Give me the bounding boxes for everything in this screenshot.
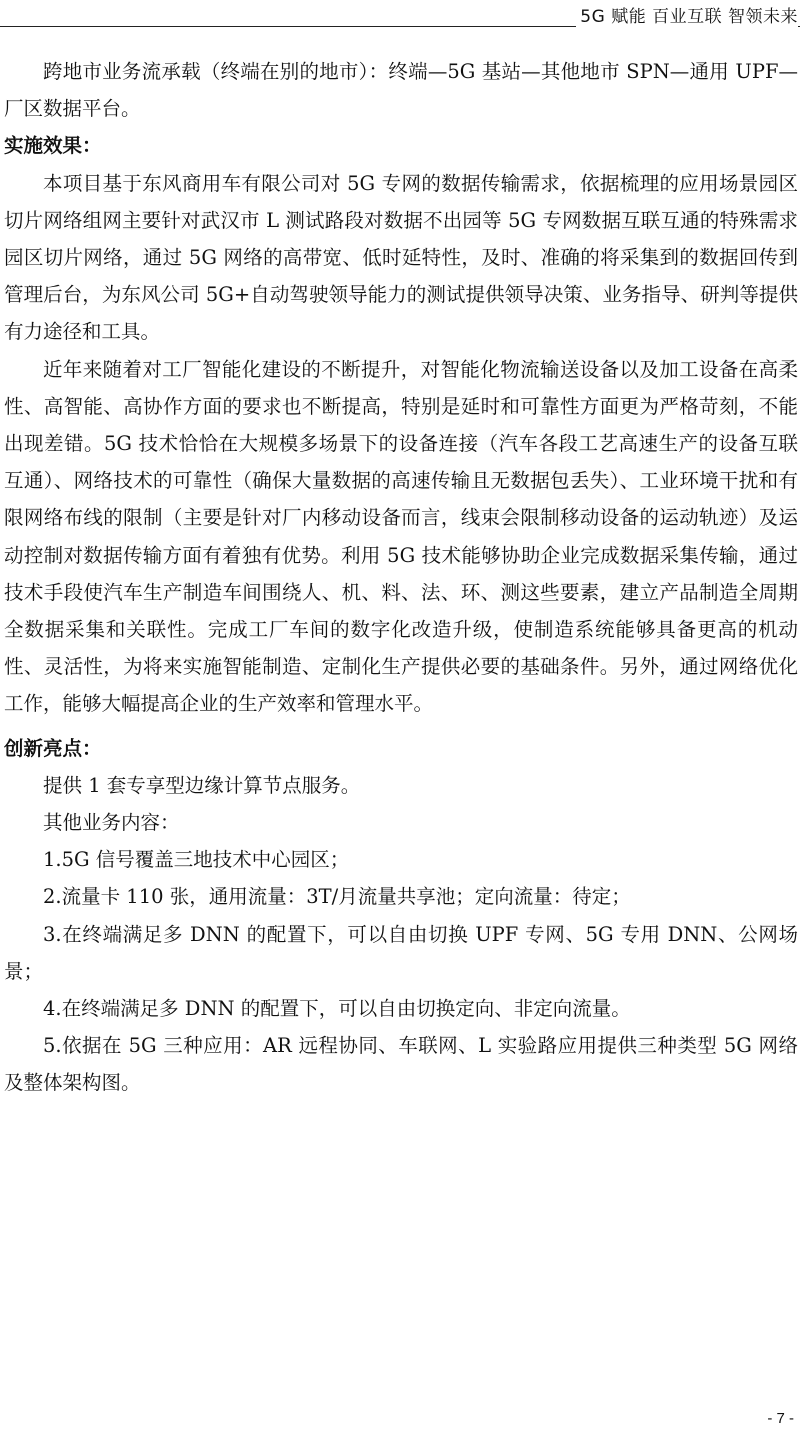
document-body	[4, 53, 798, 1102]
header-title: 5G 赋能 百业互联 智领未来	[576, 2, 798, 27]
page-number: - 7 -	[767, 1410, 794, 1427]
effect-paragraph-1: 本项目基于东风商用车有限公司对 5G 专网的数据传输需求，依据梳理的应用场景园区切片网络组网主要针对武汉市 L 测试路段对数据不出园等 5G 专网数据互联互通的特殊需求园区切片网络，通过 5G 网络的高带宽、低时延特性，及时、准确的将采集到的数据回传到管理后台，为东风公司 5G+自动驾驶领导能力的测试提供领导决策、业务指导、研判等提供有力途径和工具。	[4, 171, 798, 344]
service-line: 提供 1 套专享型边缘计算节点服务。	[43, 773, 361, 797]
page-header	[0, 0, 800, 30]
list-item: 2.流量卡 110 张，通用流量：3T/月流量共享池；定向流量：待定；	[43, 885, 631, 909]
list-item: 3.在终端满足多 DNN 的配置下，可以自由切换 UPF 专网、5G 专用 DNN、公网场景；	[4, 922, 798, 983]
other-business-label: 其他业务内容：	[43, 811, 180, 835]
effect-paragraph-2: 近年来随着对工厂智能化建设的不断提升，对智能化物流输送设备以及加工设备在高柔性、高智能、高协作方面的要求也不断提高，特别是延时和可靠性方面更为严格苛刻，不能出现差错。5G 技术恰恰在大规模多场景下的设备连接（汽车各段工艺高速生产的设备互联互通）、网络技术的可靠性（确保大量数据的高速传输且无数据包丢失）、工业环境干扰和有限网络布线的限制（主要是针对厂内移动设备而言，线束会限制移动设备的运动轨迹）及运动控制对数据传输方面有着独有优势。利用 5G 技术能够协助企业完成数据采集传输，通过技术手段使汽车生产制造车间围绕人、机、料、法、环、测这些要素，建立产品制造全周期全数据采集和关联性。完成工厂车间的数字化改造升级，使制造系统能够具备更高的机动性、灵活性，为将来实施智能制造、定制化生产提供必要的基础条件。另外，通过网络优化工作，能够大幅提高企业的生产效率和管理水平。	[4, 357, 798, 716]
list-item: 1.5G 信号覆盖三地技术中心园区；	[43, 848, 350, 872]
list-item: 5.依据在 5G 三种应用：AR 远程协同、车联网、L 实验路应用提供三种类型 5G 网络及整体架构图。	[4, 1034, 798, 1095]
innovation-heading: 创新亮点：	[4, 736, 102, 760]
list-item: 4.在终端满足多 DNN 的配置下，可以自由切换定向、非定向流量。	[43, 997, 631, 1021]
effect-heading: 实施效果：	[4, 134, 102, 158]
intro-paragraph: 跨地市业务流承载（终端在别的地市）：终端—5G 基站—其他地市 SPN—通用 UPF—厂区数据平台。	[4, 60, 798, 121]
